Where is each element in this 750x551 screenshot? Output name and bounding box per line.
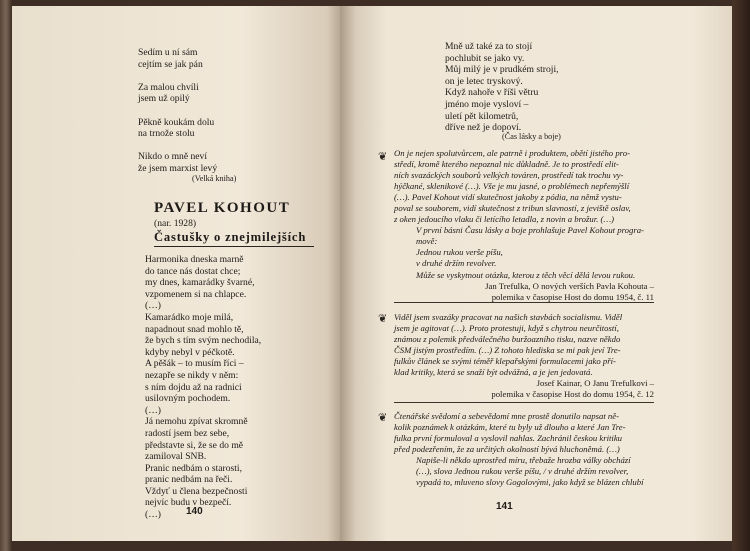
page-number-right: 141	[496, 501, 513, 512]
poem-line: že jsem marxist levý	[138, 162, 218, 174]
fleuron-icon: ❦	[378, 412, 388, 424]
poem-line: Můj milý je v prudkém stroji,	[445, 64, 559, 76]
left-top-source: (Velká kniha)	[192, 174, 237, 183]
poem-line: na trnože stolu	[138, 128, 195, 140]
comment-line: (…), slova Jednou rukou verše píšu, / v druhé držím revolver,	[416, 466, 629, 477]
comment-line: Může se vyskytnout otázka, kterou z těch věcí dělá levou rukou.	[416, 269, 636, 280]
comment-line: jsem je agitovat (…). Proto protestuji, když s chytrou neurčitostí,	[394, 323, 619, 334]
quote-line: v druhé držím revolver.	[416, 258, 497, 269]
poem-line: uletí pět kilometrů,	[445, 110, 519, 122]
comment-line: poval se souborem, vidí skutečnost z tribun slavností, z jeviště oslav,	[394, 203, 631, 214]
comment-line: mově:	[416, 236, 438, 247]
comment-line: V první básni Času lásky a boje prohlašuje Pavel Kohout progra-	[416, 225, 644, 236]
poem-line: představte si, že se do mě	[145, 439, 244, 451]
left-main-poem	[145, 254, 261, 521]
comment-line: vypadá to, mluveno slovy Gogolovými, jako když se blázen chlubí	[416, 477, 644, 488]
poem-line: jméno moje vysloví –	[445, 98, 529, 110]
quote-line: Jednou rukou verše píšu,	[416, 247, 503, 258]
comment-line: známou z polemik předválečného buržoazního tisku, nazve někdo	[394, 334, 621, 345]
author-name: PAVEL KOHOUT	[154, 200, 291, 216]
poem-line: s ním dojdu až na radnici	[145, 381, 242, 393]
comment-block-3	[394, 411, 654, 488]
poem-line: do tance nás dostat chce;	[145, 265, 241, 277]
left-page	[12, 6, 340, 541]
poem-line: napadnout snad mohlo tě,	[145, 323, 244, 335]
poem-line	[138, 140, 217, 152]
section-divider	[394, 302, 654, 303]
poem-line	[138, 70, 217, 82]
poem-title: Častušky o znejmilejších	[154, 230, 307, 244]
comment-line: On je nejen spolutvůrcem, ale patrně i produktem, obětí jistého pro-	[394, 148, 630, 158]
poem-line: kdyby nebyl v péčkotě.	[145, 346, 235, 358]
attribution-line: polemika v časopise Host do domu 1954, č. 12	[491, 389, 654, 400]
poem-line: Já nemohu zpívat skromně	[145, 416, 248, 428]
poem-line: Když nahoře v říši větru	[445, 87, 539, 99]
comment-line: (…). Pavel Kohout vidí skutečnost jakoby z pódia, na němž vystu-	[394, 192, 622, 203]
right-top-poem	[445, 41, 559, 134]
poem-line: pochlubit se jako vy.	[445, 52, 525, 64]
comment-line: ČSM jistým prostředím. (…) Z tohoto hlediska se mi pak jeví Tre-	[394, 345, 621, 356]
poem-line: A pěšák – to musím říci –	[145, 358, 244, 370]
poem-line: (…)	[145, 300, 161, 312]
fleuron-icon: ❦	[378, 151, 388, 163]
poem-line: Pěkně koukám dolu	[138, 116, 215, 128]
poem-line: dříve než je dopoví.	[445, 122, 522, 134]
poem-line: Harmonika dneska marně	[145, 254, 244, 265]
poem-line: nezapře se nikdy v něm:	[145, 369, 239, 381]
attribution-line: polemika v časopise Host do domu 1954, č. 11	[491, 291, 654, 302]
comment-line: před podezřením, že za určitých okolností bývá hluchoněmá. (…)	[394, 444, 620, 455]
comment-line: středí, kromě kterého nepoznal nic důkladně. Je to prostředí elit-	[394, 159, 619, 170]
comment-block-1	[394, 148, 654, 303]
comment-line: fulkův článek se svými téměř klepařskými formulacemi jako pří-	[394, 356, 616, 367]
comment-line: kolik poznámek k otázkám, které tu byly už dlouho a které Jan Tre-	[394, 422, 626, 433]
attribution-line: Jan Trefulka, O nových verších Pavla Kohouta –	[485, 280, 654, 291]
author-dates: (nar. 1928)	[154, 218, 197, 229]
poem-line: radostí jsem bez sebe,	[145, 427, 230, 439]
poem-line: nejvíc budu v bezpečí.	[145, 497, 232, 509]
poem-line: Vždyť u člena bezpečnosti	[145, 485, 248, 497]
poem-line: on je letec tryskový.	[445, 75, 523, 87]
poem-line: jsem už opilý	[138, 93, 190, 105]
comment-line: hýčkané, sklenikové (…). Vše je mu jasné, o problémech nepřemýšlí	[394, 181, 630, 192]
book-edge	[732, 0, 750, 551]
poem-line: cejtím se jak pán	[138, 58, 203, 70]
poem-line: že bych s tím svým nechodila,	[145, 335, 262, 347]
comment-line: Viděl jsem svazáky pracovat na našich stavbách socialismu. Viděl	[394, 312, 623, 322]
poem-line: Nikdo o mně neví	[138, 151, 208, 163]
title-rule	[154, 246, 314, 247]
poem-line: usilovným pochodem.	[145, 393, 231, 405]
poem-line: Sedím u ní sám	[138, 47, 198, 58]
comment-line: Napiše-li někdo uprostřed míru, třebaže hrozba války obchází	[416, 455, 631, 466]
poem-line: my dnes, kamarádky švarné,	[145, 277, 255, 289]
poem-line: Pranic nedbám o starosti,	[145, 462, 242, 474]
comment-line: z oken jedoucího vlaku či letícího letadla, z novin a brožur. (…)	[394, 214, 614, 225]
poem-line: Mně už také za to stojí	[445, 41, 533, 52]
section-divider	[394, 402, 654, 403]
comment-line: fulka první formuloval a vyslovil nahlas. Zachránil českou kritiku	[394, 433, 623, 444]
page-number-left: 140	[186, 506, 203, 517]
fleuron-icon: ❦	[378, 313, 388, 325]
poem-line: Za malou chvíli	[138, 81, 199, 93]
attribution-line: Josef Kainar, O Janu Trefulkovi –	[536, 378, 654, 389]
poem-line: Kamarádko moje milá,	[145, 311, 234, 323]
poem-line: vzpomenem si na chlapce.	[145, 288, 247, 300]
poem-line: (…)	[145, 509, 161, 521]
poem-line: zamiloval SNB.	[145, 451, 207, 463]
right-top-source: (Čas lásky a boje)	[502, 132, 561, 141]
comment-line: klad kritiky, která se snaží být odvážná, a je jen jedovatá.	[394, 367, 593, 378]
poem-line: (…)	[145, 404, 161, 416]
comment-line: Čtenářské svědomí a sebevědomí mne prostě donutilo napsat ně-	[394, 411, 620, 421]
comment-block-2	[394, 312, 654, 400]
poem-line: pranic nedbám na řeči.	[145, 474, 233, 486]
left-top-poem	[138, 47, 217, 175]
comment-line: ních svazáckých souborů velkých továren, prostředí tak trochu vy-	[394, 170, 624, 181]
poem-line	[138, 105, 217, 117]
